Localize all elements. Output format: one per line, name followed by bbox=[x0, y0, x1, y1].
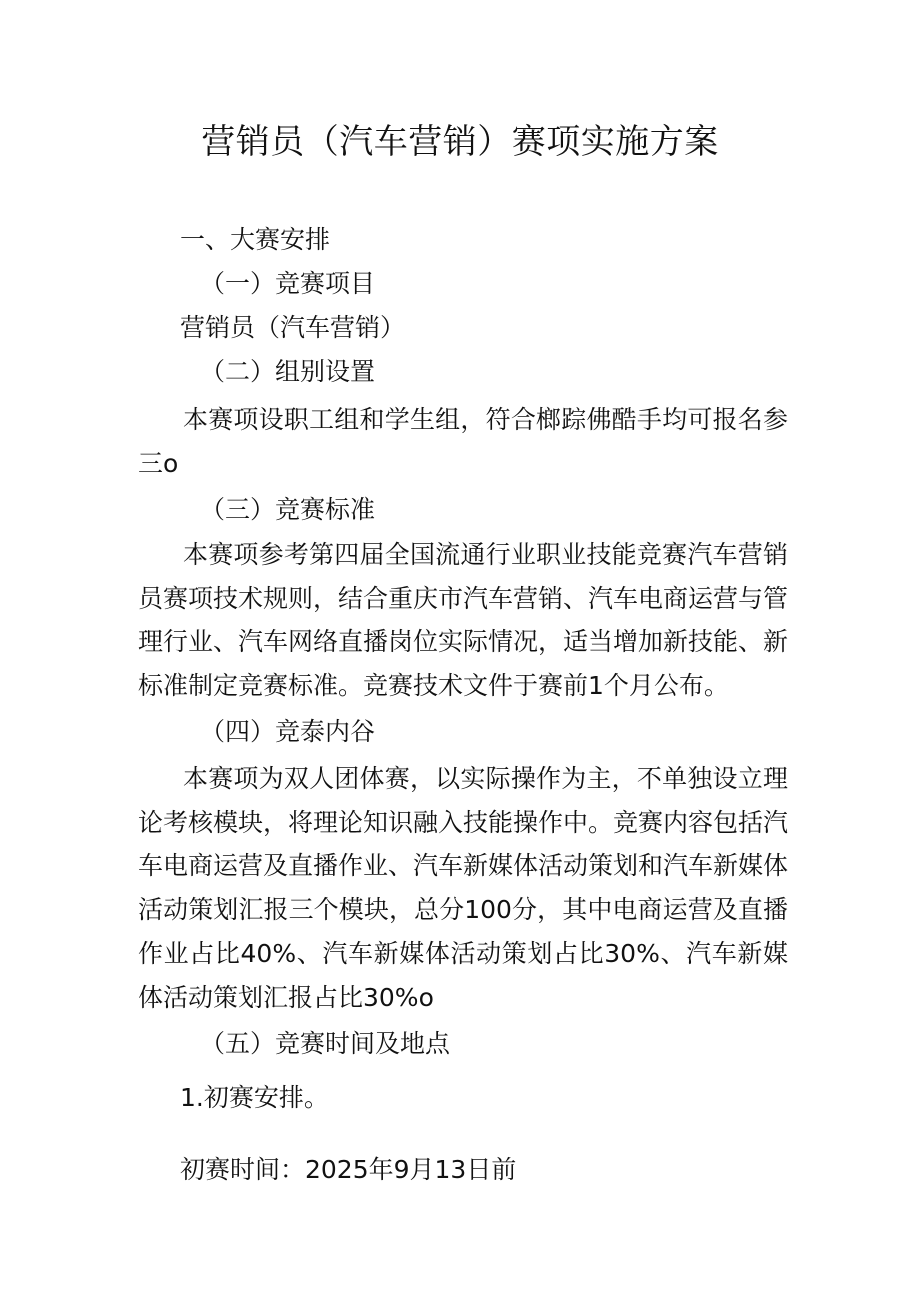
subsection-heading-time-place: （五）竞赛时间及地点 bbox=[200, 1029, 451, 1058]
content-paragraph: 本赛项为双人团体赛，以实际操作为主，不单独设立理论考核模块，将理论知识融入技能操作中。竞赛内容包括汽车电商运营及直播作业、汽车新媒体活动策划和汽车新媒体活动策划汇报三个模块，总分100分，其中电商运营及直播作业占比40%、汽车新媒体活动策划占比30%、汽车新媒体活动策划汇报占比30%o bbox=[138, 764, 789, 1012]
subsection-heading-content: （四）竞泰内谷 bbox=[200, 717, 376, 746]
section-heading-arrangement: 一、大赛安排 bbox=[180, 225, 331, 254]
document-title: 营销员（汽车营销）赛项实施方案 bbox=[201, 122, 719, 162]
subsection-heading-groups: （二）组别设置 bbox=[200, 357, 376, 386]
standard-paragraph: 本赛项参考第四届全国流通行业职业技能竞赛汽车营销员赛项技术规则，结合重庆市汽车营销、汽车电商运营与管理行业、汽车网络直播岗位实际情况，适当增加新技能、新标准制定竞赛标准。竞赛技术文件于赛前1个月公布。 bbox=[138, 540, 789, 701]
project-name: 营销员（汽车营销） bbox=[180, 313, 406, 342]
subsection-heading-project: （一）竞赛项目 bbox=[200, 269, 376, 298]
preliminary-time: 初赛时间：2025年9月13日前 bbox=[180, 1155, 517, 1184]
item-heading-preliminary: 1.初赛安排。 bbox=[180, 1083, 329, 1112]
groups-paragraph: 本赛项设职工组和学生组，符合榔踪佛酷手均可报名参三o bbox=[138, 405, 788, 478]
subsection-heading-standard: （三）竞赛标准 bbox=[200, 495, 376, 524]
